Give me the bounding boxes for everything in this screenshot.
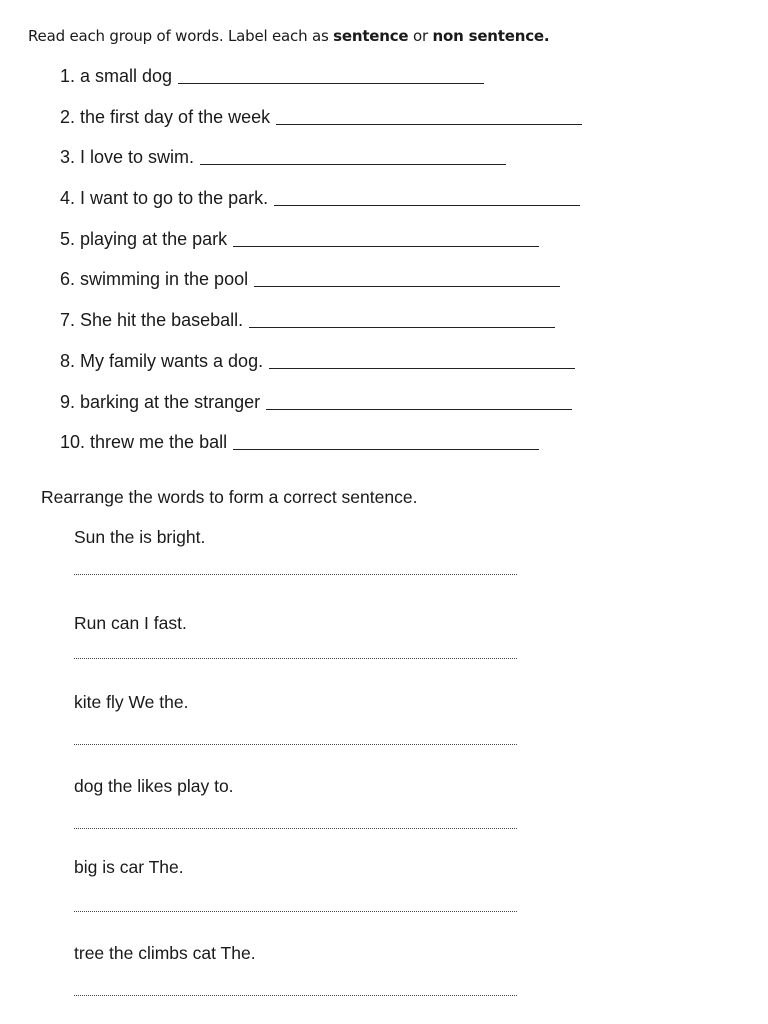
rearrange-item-2 (74, 611, 534, 690)
label-item-6 (60, 267, 582, 308)
label-item-text: 3. I love to swim. (60, 147, 195, 168)
answer-line[interactable] (74, 658, 517, 659)
rearrange-exercise-list (74, 525, 534, 1021)
answer-blank[interactable] (200, 145, 506, 165)
label-item-10 (60, 430, 582, 471)
label-item-1 (60, 64, 582, 105)
instruction-bold-non-sentence: non sentence. (432, 27, 550, 45)
label-item-text: 7. She hit the baseball. (60, 310, 244, 331)
answer-blank[interactable] (254, 267, 560, 287)
rearrange-item-5 (74, 855, 534, 941)
label-item-5 (60, 227, 582, 268)
answer-blank[interactable] (178, 64, 484, 84)
instruction-label-sentences (28, 26, 549, 46)
answer-line[interactable] (74, 995, 517, 996)
label-item-3 (60, 145, 582, 186)
rearrange-prompt: big is car The. (74, 857, 184, 877)
label-item-9 (60, 390, 582, 431)
label-item-text: 6. swimming in the pool (60, 269, 249, 290)
label-item-text: 2. the first day of the week (60, 106, 271, 127)
instruction-middle: or (408, 27, 433, 45)
answer-blank[interactable] (274, 186, 580, 206)
rearrange-item-6 (74, 941, 534, 1021)
label-item-text: 1. a small dog (60, 66, 173, 86)
label-item-text: 4. I want to go to the park. (60, 188, 269, 209)
label-item-8 (60, 349, 582, 390)
answer-line[interactable] (74, 828, 517, 829)
rearrange-prompt: dog the likes play to. (74, 776, 234, 796)
answer-blank[interactable] (269, 349, 575, 369)
rearrange-item-3 (74, 690, 534, 774)
rearrange-item-1 (74, 525, 534, 611)
rearrange-item-4 (74, 774, 534, 855)
label-item-text: 8. My family wants a dog. (60, 350, 264, 371)
instruction-rearrange: Rearrange the words to form a correct sentence. (41, 487, 418, 507)
label-item-4 (60, 186, 582, 227)
label-item-text: 10. threw me the ball (60, 432, 228, 453)
label-item-text: 9. barking at the stranger (60, 391, 261, 412)
instruction-bold-sentence: sentence (333, 27, 409, 45)
label-item-text: 5. playing at the park (60, 228, 228, 249)
label-exercise-list (60, 64, 582, 471)
rearrange-prompt: tree the climbs cat The. (74, 943, 256, 963)
answer-blank[interactable] (233, 227, 539, 247)
answer-blank[interactable] (249, 308, 555, 328)
rearrange-prompt: Sun the is bright. (74, 527, 206, 547)
answer-line[interactable] (74, 911, 517, 912)
instruction-prefix: Read each group of words. Label each as (28, 27, 334, 45)
answer-line[interactable] (74, 744, 517, 745)
answer-blank[interactable] (233, 430, 539, 450)
rearrange-prompt: Run can I fast. (74, 613, 187, 633)
label-item-7 (60, 308, 582, 349)
answer-blank[interactable] (276, 105, 582, 125)
label-item-2 (60, 105, 582, 146)
rearrange-prompt: kite fly We the. (74, 692, 189, 712)
answer-blank[interactable] (266, 390, 572, 410)
answer-line[interactable] (74, 574, 517, 575)
